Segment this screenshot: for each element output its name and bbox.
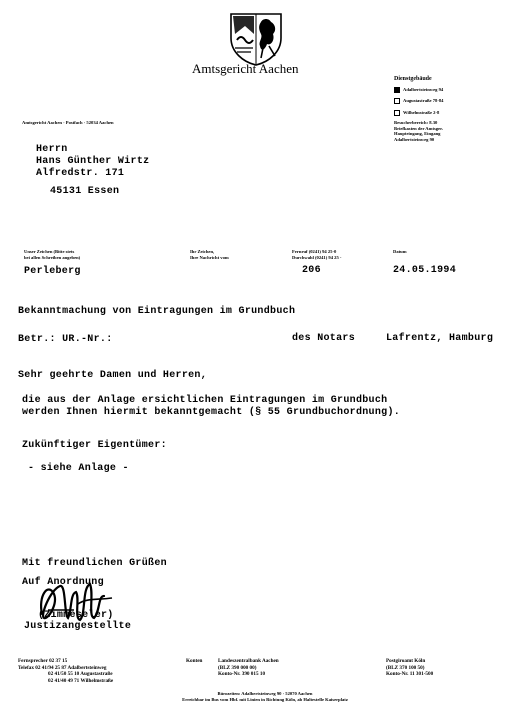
checkbox-icon [394, 110, 400, 116]
office-title: Dienstgebäude [394, 76, 432, 82]
recipient-city: 45131 Essen [50, 186, 120, 197]
owner-value: - siehe Anlage - [28, 463, 129, 474]
body-text: die aus der Anlage ersichtlichen Eintragungen im Grundbuch werden Ihnen hiermit bekanntgemacht (§ 55 Grundbuchordnung). [22, 395, 401, 418]
checkbox-icon [394, 87, 400, 93]
our-reference-value: Perleberg [24, 266, 81, 277]
office-item: Wilhelmstraße 2-8 [394, 110, 439, 116]
office-note: Besucherbereich: 8.30 Briefkasten der Amtsger. Haupteingang, Eingang Adalbertsteinweg 90 [394, 120, 443, 142]
office-item: Adalbertsteinweg 94 [394, 87, 443, 93]
office-item: Augustastraße 78-84 [394, 98, 443, 104]
order-line: Auf Anordnung [22, 577, 104, 588]
salutation: Sehr geehrte Damen und Herren, [18, 370, 208, 381]
footer-bank-block: Landeszentralbank Aachen (BLZ 390 000 00) Konto-Nr. 390 015 10 [218, 658, 279, 678]
date-label: Datum [393, 249, 407, 254]
footer-bottom-lines: Bürozeiten: Adalbertsteinweg 90 · 52070 Aachen Erreichbar im Bus vom Hbf. mit Linien in Richtung Köln, ab Haltestelle Kaiserplatz [182, 691, 348, 702]
subject-line: Bekanntmachung von Eintragungen im Grundbuch [18, 306, 296, 317]
closing: Mit freundlichen Grüßen [22, 558, 167, 569]
owner-label: Zukünftiger Eigentümer: [22, 440, 167, 451]
recipient-address: Herrn Hans Günther Wirtz Alfredstr. 171 [36, 144, 150, 179]
coat-of-arms-icon [227, 12, 285, 66]
court-name: Amtsgericht Aachen [192, 61, 299, 76]
footer-phone-block: Fernsprecher 02 37 15 Telefax 02 41/94 25 87 Adalbertsteinweg 02 41/50 55 10 Augustastraße 02 41/40 49 71 Wilhelmstraße [18, 658, 114, 684]
date-value: 24.05.1994 [393, 265, 457, 276]
notary-name: Lafrentz, Hamburg [386, 333, 494, 344]
footer-postgiro-block: Postgiroamt Köln (BLZ 370 100 50) Konto-Nr. 11 301-500 [386, 658, 434, 678]
signer-title: Justizangestellte [24, 621, 132, 632]
phone-label: Fernruf (0241) 94 25-0 Durchwahl (0241) 94 25 - [292, 249, 342, 260]
our-reference-label: Unser Zeichen (Bitte stets bei allen Schreiben angeben) [24, 249, 81, 260]
footer-accounts-label: Konten [186, 658, 203, 664]
signer-name: (Zimmeseler) [38, 610, 114, 621]
checkbox-icon [394, 98, 400, 104]
extension-value: 206 [302, 265, 321, 276]
your-reference-label: Ihr Zeichen, Ihre Nachricht vom [190, 249, 229, 260]
sender-line: Amtsgericht Aachen · Postfach · 52034 Aachen [22, 120, 114, 125]
notary-label: des Notars [292, 333, 356, 344]
betr-label: Betr.: UR.-Nr.: [18, 334, 113, 345]
